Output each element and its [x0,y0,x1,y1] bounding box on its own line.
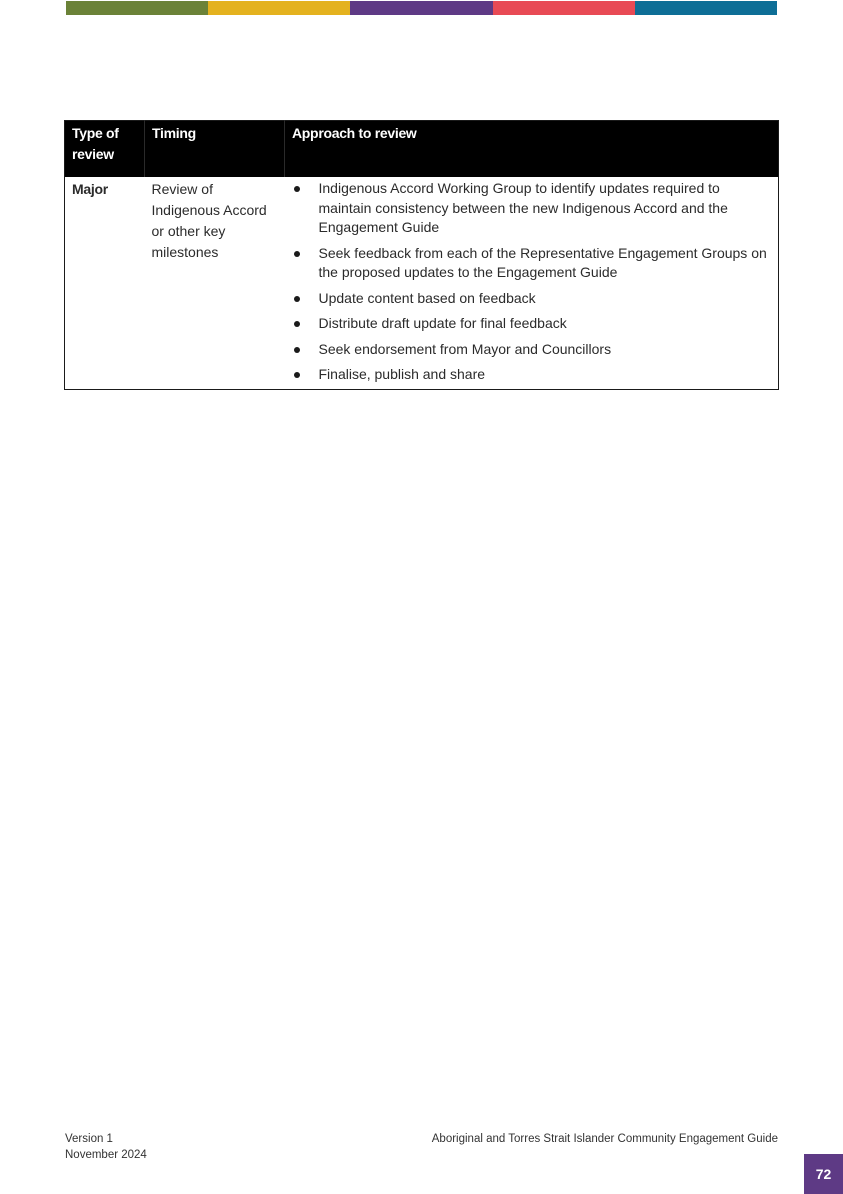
list-item-text: Distribute draft update for final feedback [318,315,567,331]
colour-band-yellow [208,1,350,15]
colour-band [66,1,777,15]
list-item [292,179,772,238]
list-item [292,340,772,360]
page-number-badge: 72 [804,1154,843,1194]
cell-review-type: Major [72,181,108,197]
colour-band-blue [635,1,777,15]
approach-list [292,179,772,385]
bullet-icon [294,347,300,353]
review-table [64,120,779,390]
table-row [65,177,779,389]
colour-band-red [493,1,635,15]
colour-band-purple [350,1,492,15]
header-timing: Timing [145,121,285,178]
cell-timing: Review of Indigenous Accord or other key milestones [151,181,267,260]
list-item [292,244,772,283]
footer-date: November 2024 [65,1149,147,1161]
footer-document-title: Aboriginal and Torres Strait Islander Community Engagement Guide [431,1133,778,1145]
bullet-icon [294,372,300,378]
list-item [292,365,772,385]
cell-approach [285,177,779,389]
list-item [292,289,772,309]
footer-version-block [65,1131,147,1163]
bullet-icon [294,186,300,192]
list-item-text: Update content based on feedback [318,289,536,306]
header-approach-to-review: Approach to review [285,121,779,178]
list-item [292,314,772,334]
footer-version: Version 1 [65,1133,113,1145]
header-type-of-review: Type of review [65,121,145,178]
list-item-text: Finalise, publish and share [318,366,486,382]
bullet-icon [294,321,300,327]
bullet-icon [294,296,300,302]
colour-band-green [66,1,208,15]
list-item-text: Seek endorsement from Mayor and Councillors [318,340,612,357]
list-item-text: Seek feedback from each of the Representative Engagement Groups on the proposed updates to the Engagement Guide [318,244,767,280]
bullet-icon [294,251,300,257]
list-item-text: Indigenous Accord Working Group to identify updates required to maintain consistency between the new Indigenous Accord and the Engagement Guide [318,180,728,235]
table-header-row [65,121,779,178]
